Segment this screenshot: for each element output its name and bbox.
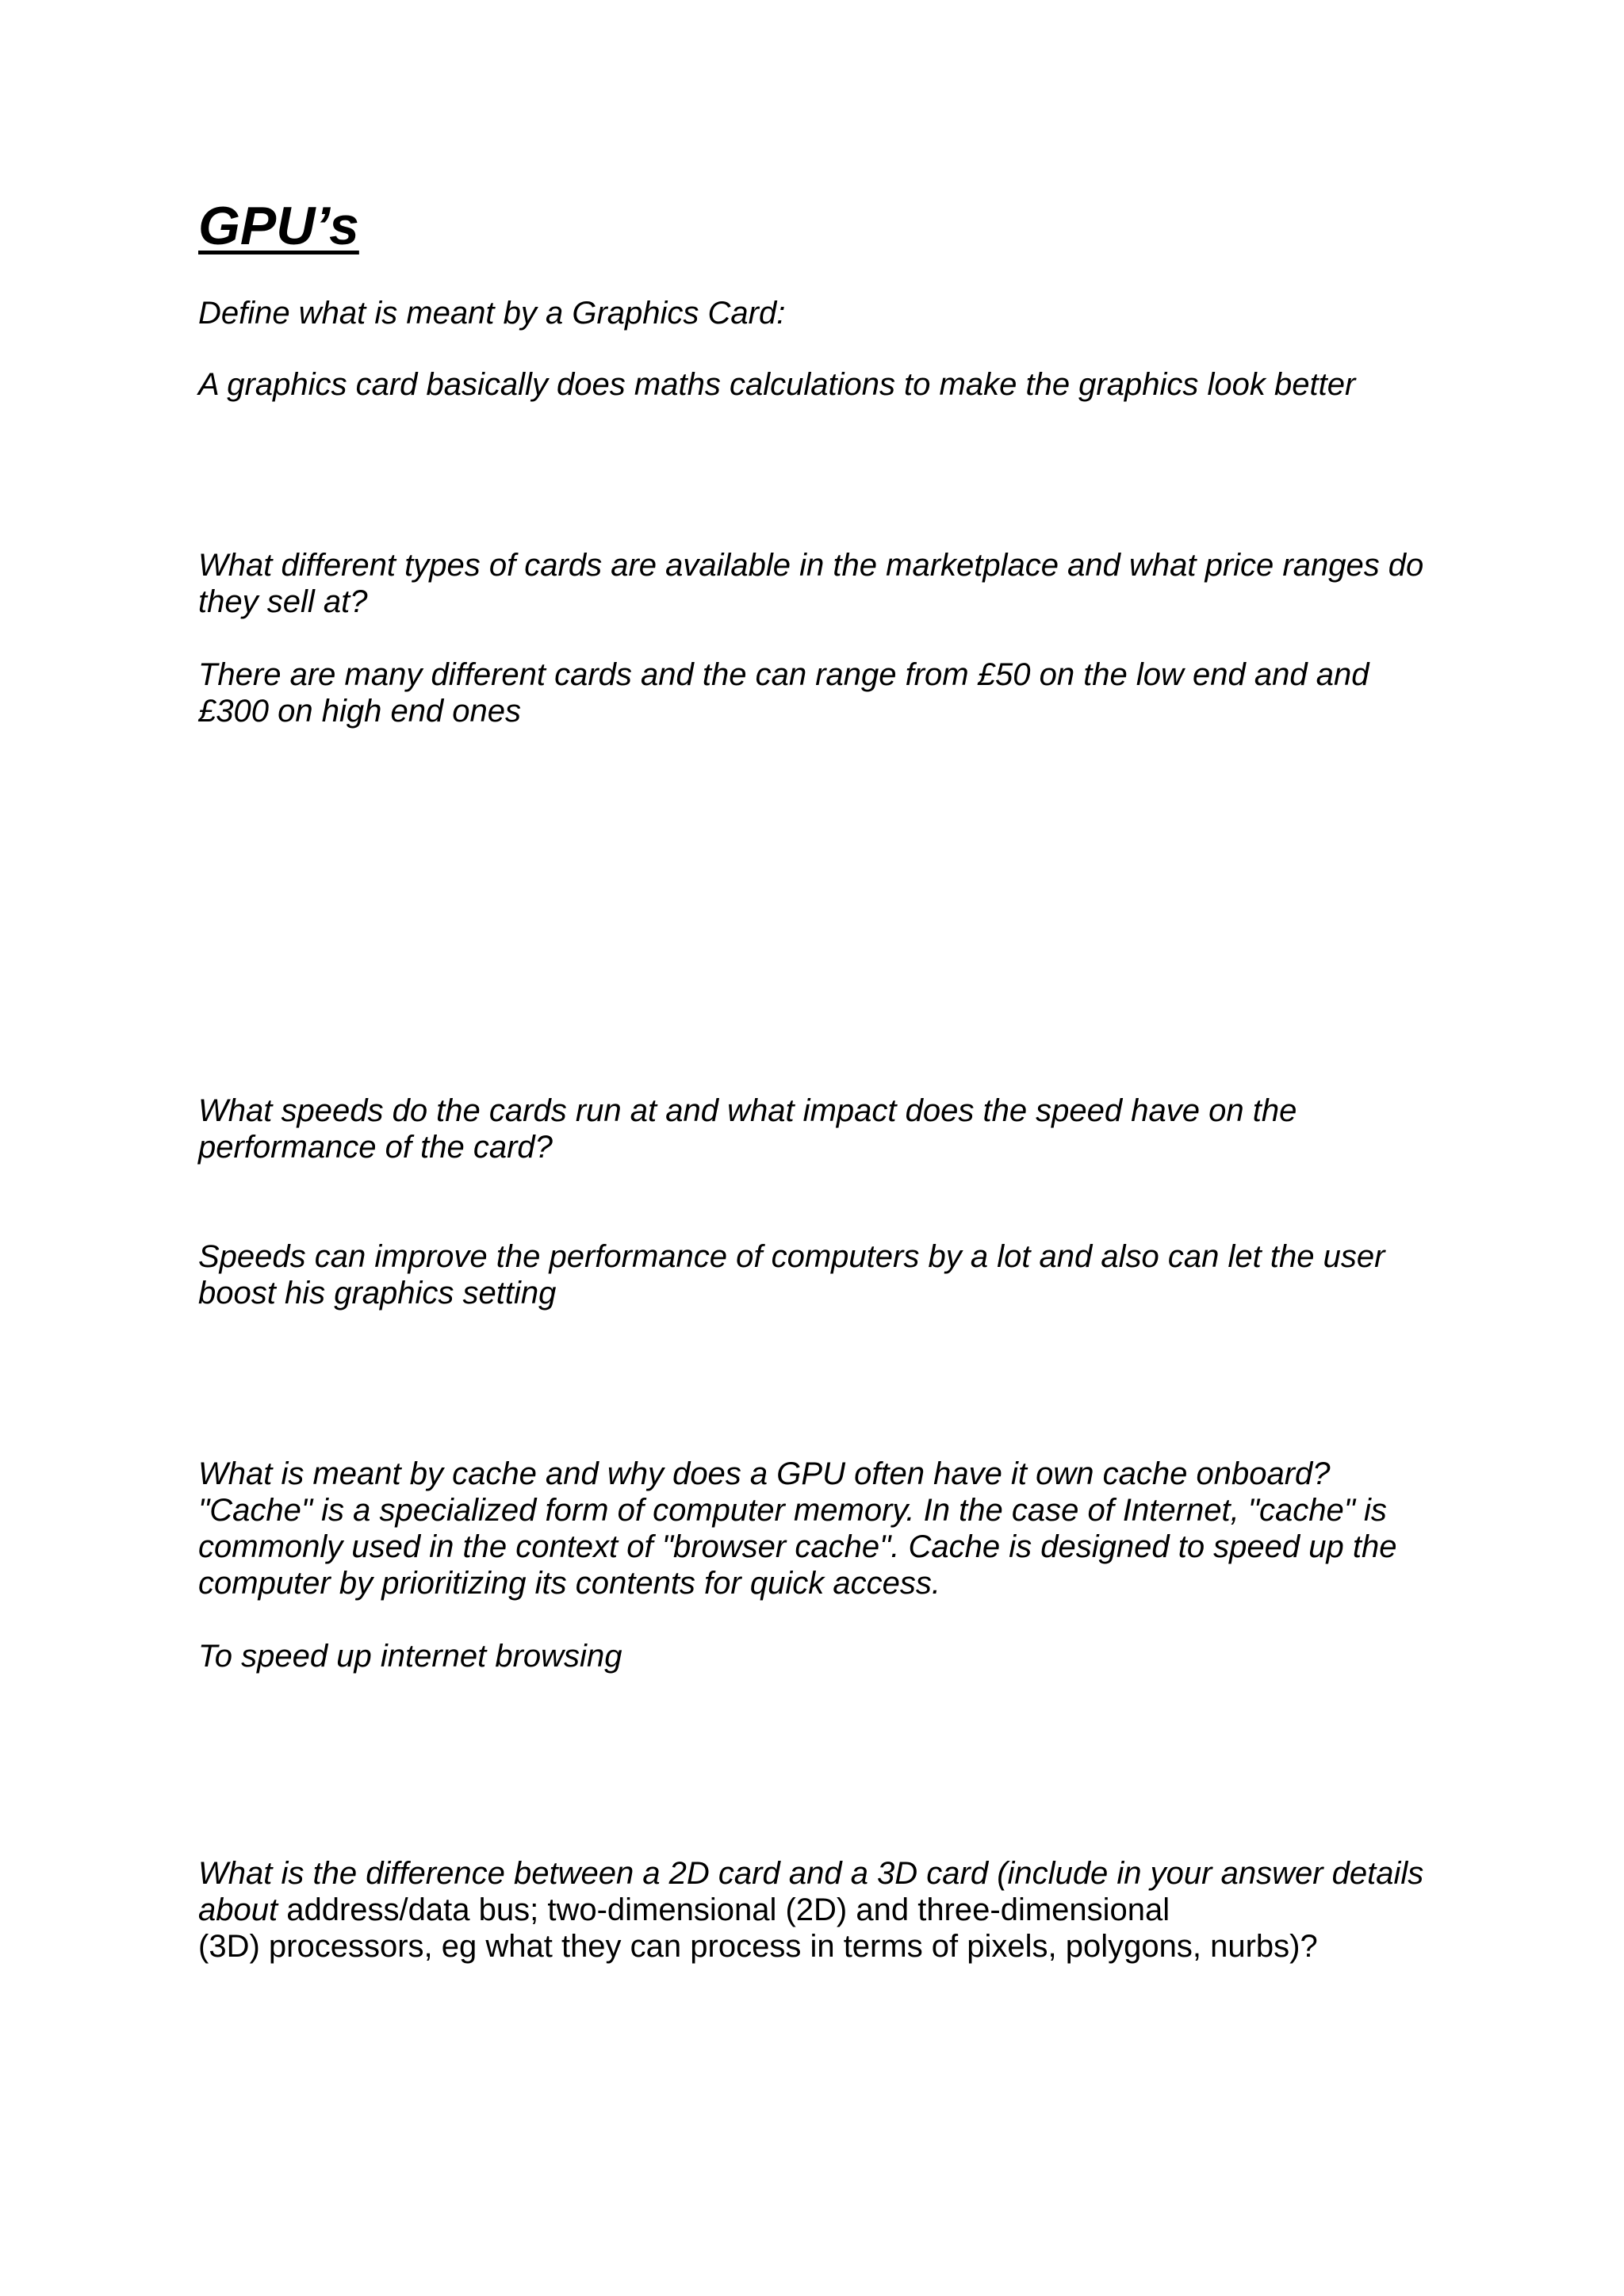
answer-cache-purpose: To speed up internet browsing bbox=[198, 1639, 622, 1674]
question-card-types-prices: What different types of cards are available in the marketplace and what price ranges do they sell at? bbox=[198, 548, 1424, 619]
answer-graphics-card-definition: A graphics card basically does maths calculations to make the graphics look better bbox=[198, 367, 1356, 402]
question-card-speeds: What speeds do the cards run at and what impact does the speed have on the performance of the card? bbox=[198, 1093, 1297, 1165]
question-2d-vs-3d-upright-part: address/data bus; two-dimensional (2D) and three-dimensional (3D) processors, eg what they can process in terms of pixels, polygons, nurbs)? bbox=[198, 1892, 1318, 1964]
question-graphics-card-definition: Define what is meant by a Graphics Card: bbox=[198, 296, 786, 331]
question-2d-vs-3d-italic-part: What is the difference between a 2D card and a 3D card (include in your answer details about bbox=[198, 1856, 1424, 1927]
question-2d-vs-3d-card bbox=[198, 1855, 1443, 1965]
question-cache: What is meant by cache and why does a GPU often have it own cache onboard? bbox=[198, 1456, 1331, 1491]
answer-card-speeds: Speeds can improve the performance of computers by a lot and also can let the user boost his graphics setting bbox=[198, 1239, 1385, 1311]
page-title: GPU’s bbox=[198, 196, 359, 256]
answer-cache-definition: "Cache" is a specialized form of computer memory. In the case of Internet, "cache" is commonly used in the context of "browser cache". Cache is designed to speed up the computer by prioritizing its contents for quick access. bbox=[198, 1493, 1397, 1601]
answer-card-types-prices: There are many different cards and the can range from £50 on the low end and and £300 on high end ones bbox=[198, 657, 1369, 729]
